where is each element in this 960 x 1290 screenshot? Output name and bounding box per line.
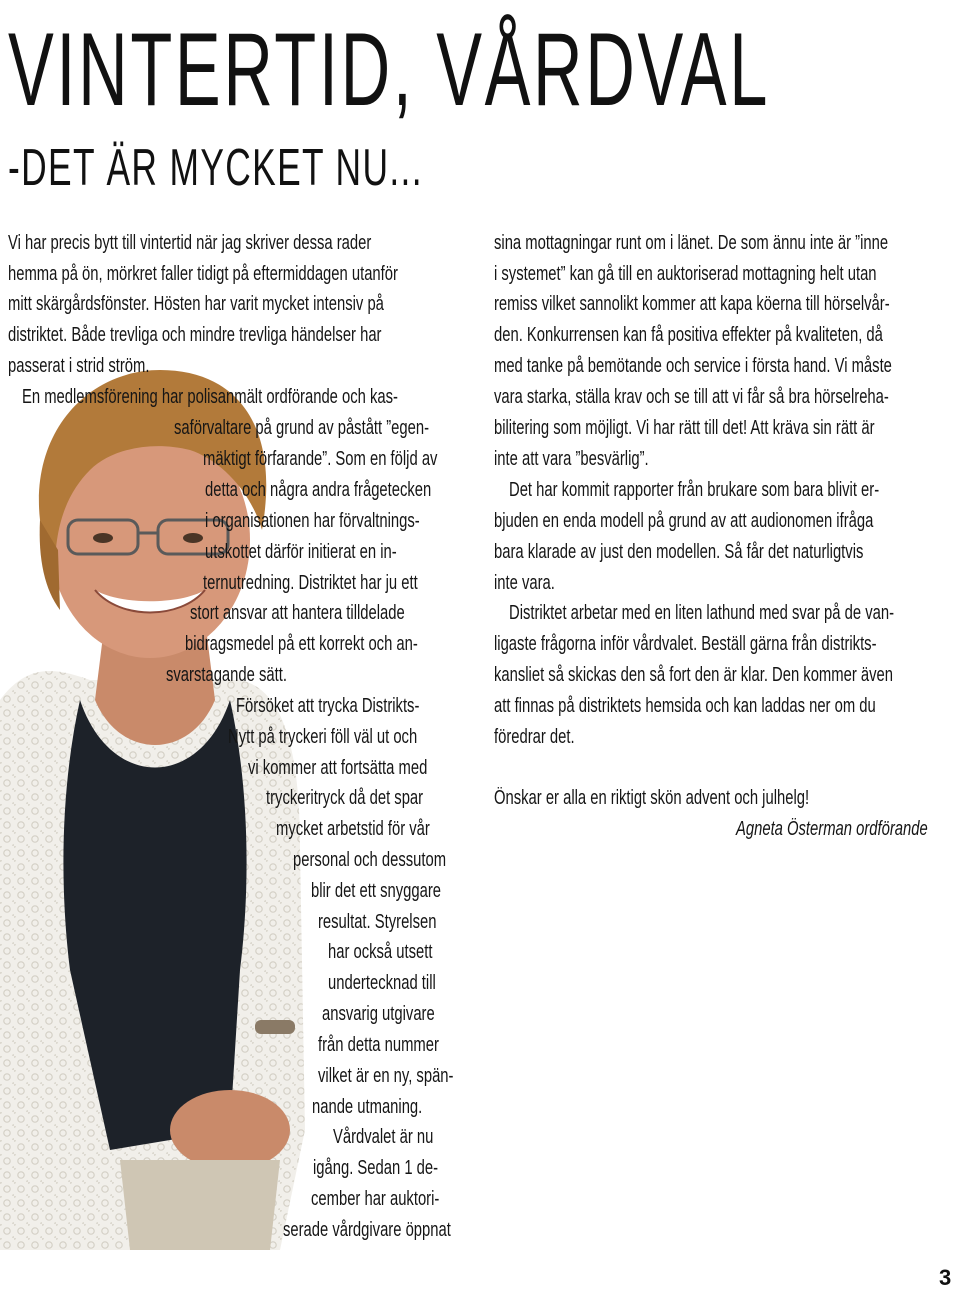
left-text-line: stort ansvar att hantera tilldelade — [190, 602, 405, 624]
left-text-line: ternutredning. Distriktet har ju ett — [203, 572, 418, 594]
right-text-line: kansliet så skickas den så fort den är klar. Den kommer även — [494, 664, 893, 686]
left-text-line: blir det ett snyggare — [311, 880, 441, 902]
subheadline: -DET ÄR MYCKET NU... — [8, 139, 423, 197]
closing-greeting: Önskar er alla en riktigt skön advent och julhelg! — [494, 787, 810, 809]
left-text-line: passerat i strid ström. — [8, 355, 150, 377]
left-text-line: detta och några andra frågetecken — [205, 479, 432, 501]
signature: Agneta Österman ordförande — [736, 818, 928, 840]
left-text-line: igång. Sedan 1 de- — [313, 1157, 439, 1179]
right-text-line: Det har kommit rapporter från brukare som bara blivit er- — [509, 479, 880, 501]
right-text-line: inte vara. — [494, 572, 555, 594]
left-text-line: Försöket att trycka Distrikts- — [236, 695, 420, 717]
right-text-line: bara klarade av just den modellen. Så får det naturligtvis — [494, 541, 864, 563]
right-text-line: den. Konkurrensen kan få positiva effekter på kvaliteten, då — [494, 324, 883, 346]
headline: VINTERTID, VÅRDVAL — [8, 12, 771, 128]
left-text-line: från detta nummer — [318, 1034, 439, 1056]
left-text-line: Vi har precis bytt till vintertid när jag skriver dessa rader — [8, 232, 372, 254]
left-text-line: i organisationen har förvaltnings- — [205, 510, 420, 532]
page-number: 3 — [939, 1265, 952, 1290]
right-text-line: föredrar det. — [494, 726, 575, 748]
left-text-line: Nytt på tryckeri föll väl ut och — [228, 726, 418, 748]
right-text-line: bilitering som möjligt. Vi har rätt till det! Att kräva sin rätt är — [494, 417, 875, 439]
right-text-line: sina mottagningar runt om i länet. De som ännu inte är ”inne — [494, 232, 889, 254]
right-text-line: i systemet” kan gå till en auktoriserad mottagning helt utan — [494, 263, 877, 285]
left-text-line: bidragsmedel på ett korrekt och an- — [185, 633, 418, 655]
left-text-line: distriktet. Både trevliga och mindre trevliga händelser har — [8, 324, 382, 346]
right-text-line: ligaste frågorna inför vårdvalet. Beställ gärna från distrikts- — [494, 633, 877, 655]
right-text-line: bjuden en enda modell på grund av att audionomen ifråga — [494, 510, 874, 532]
left-text-line: mycket arbetstid för vår — [276, 818, 430, 840]
right-text-line: vara starka, ställa krav och se till att vi får så bra hörselreha- — [494, 386, 889, 408]
left-text-line: cember har auktori- — [311, 1188, 440, 1210]
left-text-line: vilket är en ny, spän- — [318, 1065, 454, 1087]
left-text-line: vi kommer att fortsätta med — [248, 757, 428, 779]
left-text-line: serade vårdgivare öppnat — [283, 1219, 451, 1241]
right-text-line: med tanke på bemötande och service i första hand. Vi måste — [494, 355, 892, 377]
left-text-line: Vårdvalet är nu — [333, 1126, 434, 1148]
left-text-line: mitt skärgårdsfönster. Hösten har varit mycket intensiv på — [8, 293, 384, 315]
left-text-line: personal och dessutom — [293, 849, 447, 871]
left-text-line: tryckeritryck då det spar — [266, 787, 424, 809]
left-text-line: har också utsett — [328, 941, 433, 963]
right-text-line: Distriktet arbetar med en liten lathund med svar på de van- — [509, 602, 894, 624]
left-text-line: resultat. Styrelsen — [318, 911, 437, 933]
left-text-line: mäktigt förfarande”. Som en följd av — [203, 448, 438, 470]
right-text-line: inte att vara ”besvärlig”. — [494, 448, 649, 470]
left-text-line: hemma på ön, mörkret faller tidigt på eftermiddagen utanför — [8, 263, 398, 285]
left-text-line: utskottet därför initierat en in- — [205, 541, 397, 563]
left-text-line: nande utmaning. — [312, 1096, 423, 1118]
right-text-line: att finnas på distriktets hemsida och kan laddas ner om du — [494, 695, 876, 717]
left-text-line: svarstagande sätt. — [166, 664, 287, 686]
left-text-line: saförvaltare på grund av påstått ”egen- — [174, 417, 430, 439]
left-text-line: undertecknad till — [328, 972, 436, 994]
left-text-line: En medlemsförening har polisanmält ordförande och kas- — [22, 386, 398, 408]
left-text-line: ansvarig utgivare — [322, 1003, 435, 1025]
right-text-line: remiss vilket sannolikt kommer att kapa köerna till hörselvår- — [494, 293, 890, 315]
